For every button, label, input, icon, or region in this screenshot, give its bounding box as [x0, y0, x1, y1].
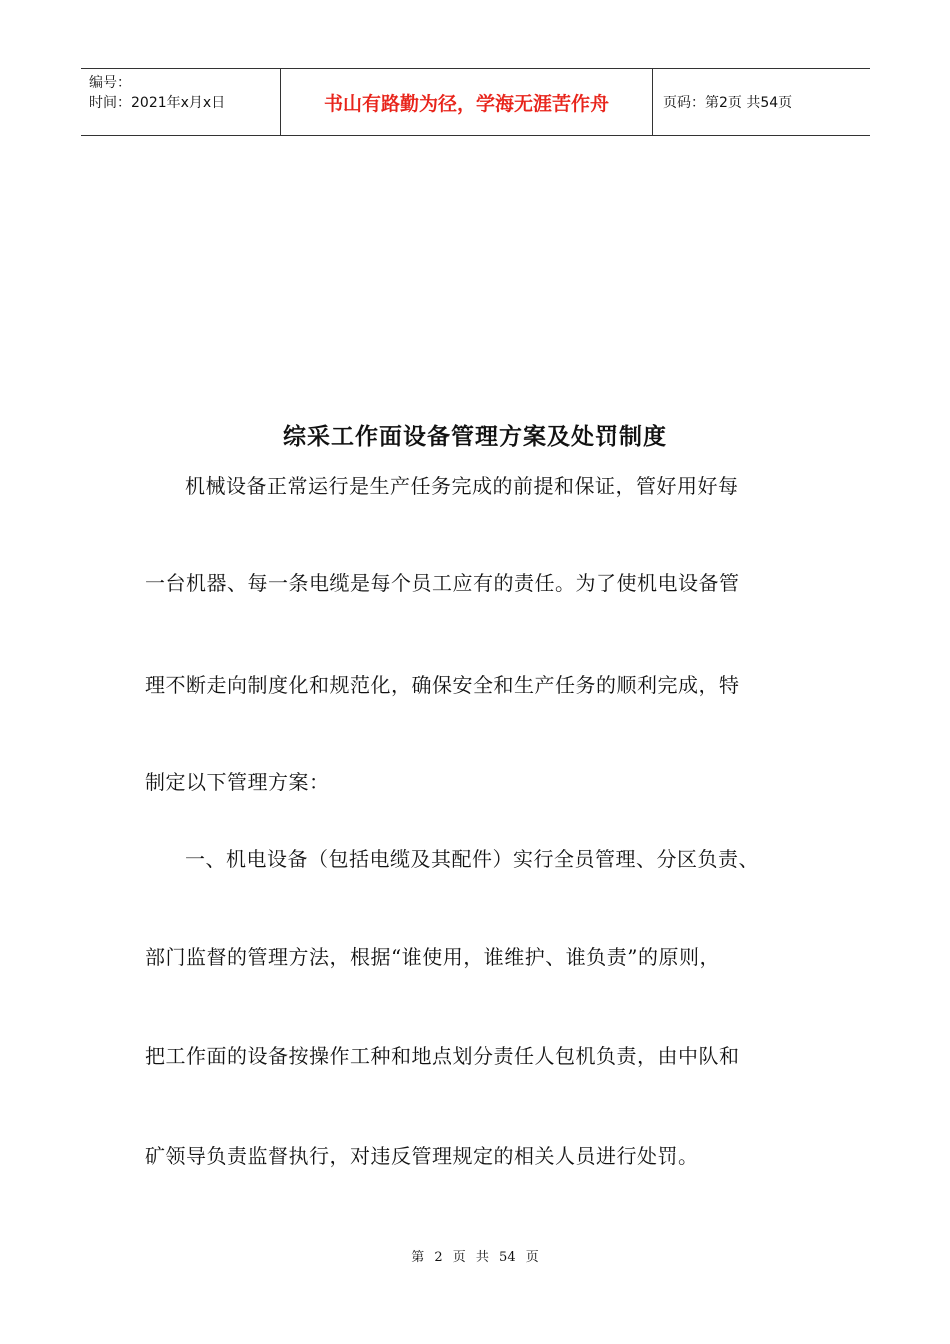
- paragraph-line: 一、机电设备（包括电缆及其配件）实行全员管理、分区负责、: [185, 847, 759, 871]
- header-page-info: 页码：第2页 共54页: [663, 95, 793, 111]
- header-motto: 书山有路勤为径，学海无涯苦作舟: [281, 69, 653, 135]
- page-header: [81, 68, 870, 136]
- paragraph-line: 制定以下管理方案：: [145, 770, 330, 794]
- header-meta: [81, 69, 281, 135]
- document-title: 综采工作面设备管理方案及处罚制度: [283, 424, 667, 450]
- paragraph-line: 理不断走向制度化和规范化，确保安全和生产任务的顺利完成，特: [145, 673, 740, 697]
- page-footer: 第 2 页 共 54 页: [411, 1250, 539, 1265]
- paragraph-line: 部门监督的管理方法，根据“谁使用，谁维护、谁负责”的原则，: [145, 945, 720, 969]
- header-time-label: 时间：2021年x月x日: [89, 95, 226, 111]
- paragraph-line: 把工作面的设备按操作工种和地点划分责任人包机负责，由中队和: [145, 1044, 740, 1068]
- header-number-label: 编号：: [89, 75, 131, 91]
- paragraph-line: 一台机器、每一条电缆是每个员工应有的责任。为了使机电设备管: [145, 571, 740, 595]
- paragraph-line: 矿领导负责监督执行，对违反管理规定的相关人员进行处罚。: [145, 1144, 699, 1168]
- paragraph-line: 机械设备正常运行是生产任务完成的前提和保证，管好用好每: [185, 474, 739, 498]
